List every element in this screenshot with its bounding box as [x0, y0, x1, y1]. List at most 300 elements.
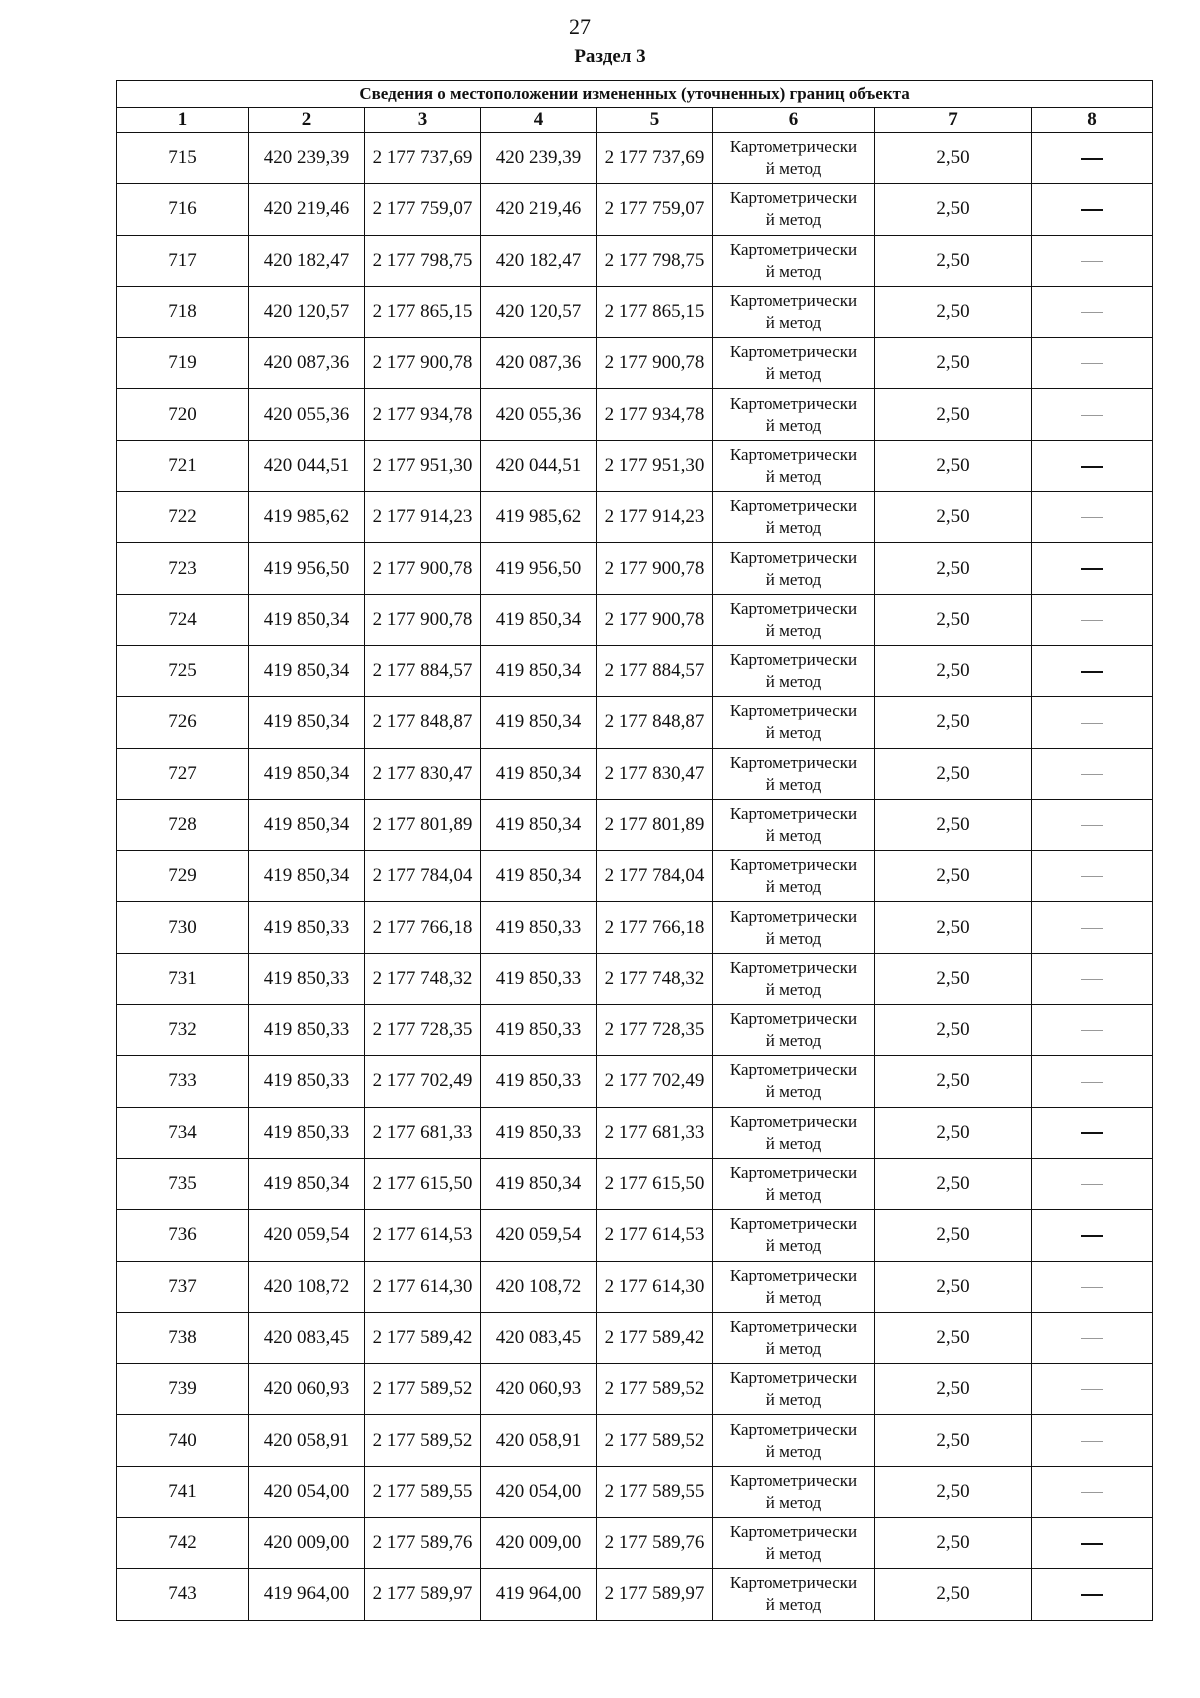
y-old-cell: 2 177 728,35 [365, 1005, 481, 1056]
method-line: Картометрически [729, 1265, 858, 1285]
accuracy-cell: 2,50 [875, 851, 1032, 902]
table-row [117, 133, 1153, 184]
note-cell [1032, 1569, 1153, 1620]
x-old-cell: 419 850,34 [249, 851, 365, 902]
x-old-cell: 420 219,46 [249, 184, 365, 235]
note-cell [1032, 1210, 1153, 1261]
note-cell [1032, 1415, 1153, 1466]
method-line: й метод [765, 1133, 822, 1153]
y-new-cell: 2 177 784,04 [597, 851, 713, 902]
table-row [117, 389, 1153, 440]
x-old-cell: 419 850,34 [249, 748, 365, 799]
x-old-cell: 420 239,39 [249, 133, 365, 184]
method-line: Картометрически [729, 1316, 858, 1336]
table-row [117, 1518, 1153, 1569]
accuracy-cell: 2,50 [875, 1210, 1032, 1261]
y-new-cell: 2 177 848,87 [597, 697, 713, 748]
x-new-cell: 419 956,50 [481, 543, 597, 594]
accuracy-cell: 2,50 [875, 1005, 1032, 1056]
method-line: Картометрически [729, 650, 858, 670]
x-old-cell: 419 956,50 [249, 543, 365, 594]
point-number-cell: 740 [117, 1415, 249, 1466]
method-line: й метод [765, 159, 822, 179]
y-new-cell: 2 177 951,30 [597, 440, 713, 491]
y-old-cell: 2 177 951,30 [365, 440, 481, 491]
table-row [117, 1569, 1153, 1620]
column-number: 7 [875, 108, 1032, 133]
y-old-cell: 2 177 614,53 [365, 1210, 481, 1261]
point-number-cell: 717 [117, 235, 249, 286]
method-line: й метод [765, 826, 822, 845]
x-new-cell: 420 059,54 [481, 1210, 597, 1261]
accuracy-cell: 2,50 [875, 1056, 1032, 1107]
dash-mark [1081, 1338, 1103, 1339]
method-cell [713, 748, 875, 799]
method-line: й метод [765, 1287, 822, 1307]
dash-mark [1081, 928, 1103, 929]
y-old-cell: 2 177 748,32 [365, 953, 481, 1004]
note-cell [1032, 1364, 1153, 1415]
table-row [117, 338, 1153, 389]
table-row [117, 1312, 1153, 1363]
point-number-cell: 722 [117, 492, 249, 543]
section-title: Раздел 3 [574, 46, 646, 67]
dash-mark [1081, 723, 1103, 724]
method-cell [713, 184, 875, 235]
note-cell [1032, 440, 1153, 491]
dash-mark [1081, 1082, 1103, 1083]
table-row [117, 1158, 1153, 1209]
method-line: й метод [765, 1031, 822, 1051]
method-cell [713, 1261, 875, 1312]
x-old-cell: 419 985,62 [249, 492, 365, 543]
accuracy-cell: 2,50 [875, 594, 1032, 645]
accuracy-cell: 2,50 [875, 286, 1032, 337]
note-cell [1032, 286, 1153, 337]
dash-mark [1081, 415, 1103, 416]
note-cell [1032, 1518, 1153, 1569]
column-number: 4 [481, 108, 597, 133]
x-old-cell: 420 059,54 [249, 1210, 365, 1261]
x-old-cell: 420 120,57 [249, 286, 365, 337]
dash-mark [1081, 1594, 1103, 1596]
dash-mark [1081, 979, 1103, 980]
column-number-row [117, 108, 1153, 133]
method-line: й метод [765, 261, 822, 281]
x-new-cell: 420 060,93 [481, 1364, 597, 1415]
point-number-cell: 723 [117, 543, 249, 594]
accuracy-cell: 2,50 [875, 1364, 1032, 1415]
note-cell [1032, 953, 1153, 1004]
method-line: Картометрически [729, 1060, 858, 1080]
note-cell [1032, 851, 1153, 902]
dash-mark [1081, 671, 1103, 673]
accuracy-cell: 2,50 [875, 133, 1032, 184]
x-old-cell: 419 850,34 [249, 645, 365, 696]
method-cell [713, 1518, 875, 1569]
x-old-cell: 420 108,72 [249, 1261, 365, 1312]
y-old-cell: 2 177 702,49 [365, 1056, 481, 1107]
method-line: й метод [765, 1082, 822, 1102]
note-cell [1032, 235, 1153, 286]
y-new-cell: 2 177 702,49 [597, 1056, 713, 1107]
x-new-cell: 420 083,45 [481, 1312, 597, 1363]
note-cell [1032, 1005, 1153, 1056]
y-old-cell: 2 177 934,78 [365, 389, 481, 440]
x-old-cell: 420 087,36 [249, 338, 365, 389]
accuracy-cell: 2,50 [875, 697, 1032, 748]
method-line: й метод [765, 1338, 822, 1358]
x-old-cell: 420 182,47 [249, 235, 365, 286]
method-cell [713, 1005, 875, 1056]
dash-mark [1081, 620, 1103, 621]
dash-mark [1081, 517, 1103, 518]
method-cell [713, 594, 875, 645]
table-caption: Сведения о местоположении измененных (уточненных) границ объекта [117, 81, 1153, 108]
y-old-cell: 2 177 801,89 [365, 799, 481, 850]
y-new-cell: 2 177 830,47 [597, 748, 713, 799]
column-number: 8 [1032, 108, 1153, 133]
y-old-cell: 2 177 681,33 [365, 1107, 481, 1158]
y-new-cell: 2 177 865,15 [597, 286, 713, 337]
method-line: Картометрически [729, 1522, 858, 1542]
x-new-cell: 420 058,91 [481, 1415, 597, 1466]
note-cell [1032, 799, 1153, 850]
method-cell [713, 902, 875, 953]
note-cell [1032, 492, 1153, 543]
x-new-cell: 419 850,34 [481, 851, 597, 902]
x-new-cell: 419 850,33 [481, 902, 597, 953]
dash-mark [1081, 209, 1103, 211]
x-new-cell: 419 850,33 [481, 953, 597, 1004]
accuracy-cell: 2,50 [875, 1466, 1032, 1517]
note-cell [1032, 1107, 1153, 1158]
x-old-cell: 420 055,36 [249, 389, 365, 440]
method-line: Картометрически [729, 1368, 858, 1388]
dash-mark [1081, 1132, 1103, 1134]
method-line: Картометрически [729, 1111, 858, 1131]
method-line: й метод [765, 466, 822, 486]
y-new-cell: 2 177 614,30 [597, 1261, 713, 1312]
method-cell [713, 1569, 875, 1620]
point-number-cell: 731 [117, 953, 249, 1004]
method-cell [713, 1364, 875, 1415]
x-new-cell: 419 985,62 [481, 492, 597, 543]
table-row [117, 953, 1153, 1004]
table-row [117, 902, 1153, 953]
method-line: Картометрически [729, 393, 858, 413]
x-old-cell: 420 060,93 [249, 1364, 365, 1415]
point-number-cell: 736 [117, 1210, 249, 1261]
y-old-cell: 2 177 589,97 [365, 1569, 481, 1620]
y-new-cell: 2 177 681,33 [597, 1107, 713, 1158]
method-line: й метод [765, 415, 822, 435]
method-line: Картометрически [729, 444, 858, 464]
y-old-cell: 2 177 900,78 [365, 543, 481, 594]
method-line: Картометрически [729, 547, 858, 567]
dash-mark [1081, 158, 1103, 160]
y-old-cell: 2 177 759,07 [365, 184, 481, 235]
note-cell [1032, 1158, 1153, 1209]
method-cell [713, 851, 875, 902]
x-old-cell: 420 083,45 [249, 1312, 365, 1363]
note-cell [1032, 133, 1153, 184]
method-line: й метод [765, 723, 822, 743]
method-line: й метод [765, 364, 822, 384]
point-number-cell: 735 [117, 1158, 249, 1209]
method-line: й метод [765, 877, 822, 897]
method-line: й метод [765, 569, 822, 589]
method-cell [713, 492, 875, 543]
table-row [117, 1056, 1153, 1107]
y-old-cell: 2 177 830,47 [365, 748, 481, 799]
point-number-cell: 718 [117, 286, 249, 337]
accuracy-cell: 2,50 [875, 184, 1032, 235]
x-new-cell: 420 120,57 [481, 286, 597, 337]
dash-mark [1081, 1389, 1103, 1390]
note-cell [1032, 748, 1153, 799]
x-old-cell: 420 054,00 [249, 1466, 365, 1517]
x-old-cell: 419 964,00 [249, 1569, 365, 1620]
point-number-cell: 732 [117, 1005, 249, 1056]
x-new-cell: 419 850,33 [481, 1005, 597, 1056]
point-number-cell: 728 [117, 799, 249, 850]
y-new-cell: 2 177 914,23 [597, 492, 713, 543]
y-new-cell: 2 177 934,78 [597, 389, 713, 440]
method-line: Картометрически [729, 1009, 858, 1029]
point-number-cell: 739 [117, 1364, 249, 1415]
method-line: Картометрически [729, 701, 858, 721]
method-line: й метод [765, 1236, 822, 1256]
y-old-cell: 2 177 589,52 [365, 1364, 481, 1415]
y-new-cell: 2 177 900,78 [597, 543, 713, 594]
y-old-cell: 2 177 615,50 [365, 1158, 481, 1209]
point-number-cell: 716 [117, 184, 249, 235]
method-cell [713, 1312, 875, 1363]
y-new-cell: 2 177 589,97 [597, 1569, 713, 1620]
note-cell [1032, 543, 1153, 594]
method-line: й метод [765, 1185, 822, 1205]
x-new-cell: 420 055,36 [481, 389, 597, 440]
x-old-cell: 419 850,34 [249, 697, 365, 748]
method-cell [713, 799, 875, 850]
method-cell [713, 133, 875, 184]
accuracy-cell: 2,50 [875, 235, 1032, 286]
method-line: Картометрически [729, 291, 858, 311]
y-new-cell: 2 177 900,78 [597, 338, 713, 389]
y-new-cell: 2 177 589,76 [597, 1518, 713, 1569]
point-number-cell: 729 [117, 851, 249, 902]
accuracy-cell: 2,50 [875, 1261, 1032, 1312]
x-old-cell: 420 009,00 [249, 1518, 365, 1569]
y-new-cell: 2 177 801,89 [597, 799, 713, 850]
point-number-cell: 741 [117, 1466, 249, 1517]
table-row [117, 748, 1153, 799]
note-cell [1032, 389, 1153, 440]
method-line: Картометрически [729, 598, 858, 618]
y-old-cell: 2 177 766,18 [365, 902, 481, 953]
x-old-cell: 420 044,51 [249, 440, 365, 491]
method-line: Картометрически [729, 906, 858, 926]
method-cell [713, 697, 875, 748]
accuracy-cell: 2,50 [875, 440, 1032, 491]
point-number-cell: 733 [117, 1056, 249, 1107]
method-line: Картометрически [729, 957, 858, 977]
dash-mark [1081, 1235, 1103, 1237]
method-line: й метод [765, 518, 822, 538]
method-line: Картометрически [729, 1573, 858, 1593]
x-new-cell: 419 850,34 [481, 748, 597, 799]
x-old-cell: 420 058,91 [249, 1415, 365, 1466]
method-line: й метод [765, 1544, 822, 1564]
point-number-cell: 721 [117, 440, 249, 491]
x-new-cell: 419 964,00 [481, 1569, 597, 1620]
method-line: Картометрически [729, 752, 858, 772]
accuracy-cell: 2,50 [875, 1158, 1032, 1209]
y-new-cell: 2 177 737,69 [597, 133, 713, 184]
method-line: Картометрически [729, 1470, 858, 1490]
point-number-cell: 738 [117, 1312, 249, 1363]
dash-mark [1081, 1441, 1103, 1442]
y-new-cell: 2 177 766,18 [597, 902, 713, 953]
table-row [117, 492, 1153, 543]
point-number-cell: 742 [117, 1518, 249, 1569]
note-cell [1032, 1261, 1153, 1312]
point-number-cell: 737 [117, 1261, 249, 1312]
y-new-cell: 2 177 759,07 [597, 184, 713, 235]
point-number-cell: 719 [117, 338, 249, 389]
point-number-cell: 715 [117, 133, 249, 184]
table-row [117, 286, 1153, 337]
note-cell [1032, 594, 1153, 645]
x-new-cell: 420 009,00 [481, 1518, 597, 1569]
x-new-cell: 420 087,36 [481, 338, 597, 389]
accuracy-cell: 2,50 [875, 953, 1032, 1004]
x-old-cell: 419 850,34 [249, 1158, 365, 1209]
note-cell [1032, 338, 1153, 389]
page-number: 27 [569, 14, 591, 39]
table-row [117, 851, 1153, 902]
accuracy-cell: 2,50 [875, 1518, 1032, 1569]
y-old-cell: 2 177 589,76 [365, 1518, 481, 1569]
accuracy-cell: 2,50 [875, 748, 1032, 799]
y-new-cell: 2 177 589,42 [597, 1312, 713, 1363]
table-row [117, 645, 1153, 696]
point-number-cell: 743 [117, 1569, 249, 1620]
table-row [117, 1005, 1153, 1056]
note-cell [1032, 902, 1153, 953]
table-row [117, 1364, 1153, 1415]
method-line: Картометрически [729, 804, 858, 823]
y-old-cell: 2 177 589,55 [365, 1466, 481, 1517]
y-old-cell: 2 177 884,57 [365, 645, 481, 696]
x-new-cell: 420 182,47 [481, 235, 597, 286]
method-cell [713, 1415, 875, 1466]
method-line: й метод [765, 210, 822, 230]
method-line: й метод [765, 1595, 822, 1615]
dash-mark [1081, 1030, 1103, 1031]
accuracy-cell: 2,50 [875, 492, 1032, 543]
y-new-cell: 2 177 589,52 [597, 1415, 713, 1466]
method-line: Картометрически [729, 1163, 858, 1183]
table-row [117, 697, 1153, 748]
table-row [117, 543, 1153, 594]
point-number-cell: 730 [117, 902, 249, 953]
y-old-cell: 2 177 848,87 [365, 697, 481, 748]
note-cell [1032, 184, 1153, 235]
dash-mark [1081, 1543, 1103, 1545]
table-row [117, 1415, 1153, 1466]
accuracy-cell: 2,50 [875, 1312, 1032, 1363]
accuracy-cell: 2,50 [875, 543, 1032, 594]
note-cell [1032, 1056, 1153, 1107]
column-number: 2 [249, 108, 365, 133]
point-number-cell: 726 [117, 697, 249, 748]
method-cell [713, 543, 875, 594]
dash-mark [1081, 363, 1103, 364]
point-number-cell: 734 [117, 1107, 249, 1158]
x-new-cell: 419 850,34 [481, 1158, 597, 1209]
dash-mark [1081, 568, 1103, 570]
y-new-cell: 2 177 748,32 [597, 953, 713, 1004]
method-line: Картометрически [729, 342, 858, 362]
method-line: Картометрически [729, 239, 858, 259]
y-new-cell: 2 177 798,75 [597, 235, 713, 286]
point-number-cell: 720 [117, 389, 249, 440]
method-cell [713, 1158, 875, 1209]
method-line: Картометрически [729, 1214, 858, 1234]
x-new-cell: 419 850,34 [481, 594, 597, 645]
method-cell [713, 1210, 875, 1261]
table-row [117, 440, 1153, 491]
x-old-cell: 419 850,33 [249, 1107, 365, 1158]
method-cell [713, 286, 875, 337]
y-new-cell: 2 177 589,55 [597, 1466, 713, 1517]
x-new-cell: 419 850,34 [481, 645, 597, 696]
accuracy-cell: 2,50 [875, 1107, 1032, 1158]
dash-mark [1081, 312, 1103, 313]
x-new-cell: 419 850,33 [481, 1056, 597, 1107]
table-row [117, 799, 1153, 850]
y-new-cell: 2 177 728,35 [597, 1005, 713, 1056]
x-new-cell: 420 054,00 [481, 1466, 597, 1517]
x-new-cell: 420 239,39 [481, 133, 597, 184]
method-line: й метод [765, 979, 822, 999]
point-number-cell: 727 [117, 748, 249, 799]
table-row [117, 594, 1153, 645]
method-line: Картометрически [729, 188, 858, 208]
table-body [117, 133, 1153, 1621]
y-new-cell: 2 177 884,57 [597, 645, 713, 696]
x-old-cell: 419 850,34 [249, 799, 365, 850]
y-old-cell: 2 177 900,78 [365, 594, 481, 645]
y-old-cell: 2 177 589,42 [365, 1312, 481, 1363]
y-old-cell: 2 177 900,78 [365, 338, 481, 389]
coordinates-table [116, 80, 1153, 1621]
note-cell [1032, 1312, 1153, 1363]
method-cell [713, 1466, 875, 1517]
method-cell [713, 1056, 875, 1107]
y-old-cell: 2 177 798,75 [365, 235, 481, 286]
method-line: Картометрически [729, 1419, 858, 1439]
column-number: 3 [365, 108, 481, 133]
table-row [117, 1210, 1153, 1261]
accuracy-cell: 2,50 [875, 1569, 1032, 1620]
dash-mark [1081, 876, 1103, 877]
accuracy-cell: 2,50 [875, 389, 1032, 440]
note-cell [1032, 645, 1153, 696]
dash-mark [1081, 261, 1103, 262]
